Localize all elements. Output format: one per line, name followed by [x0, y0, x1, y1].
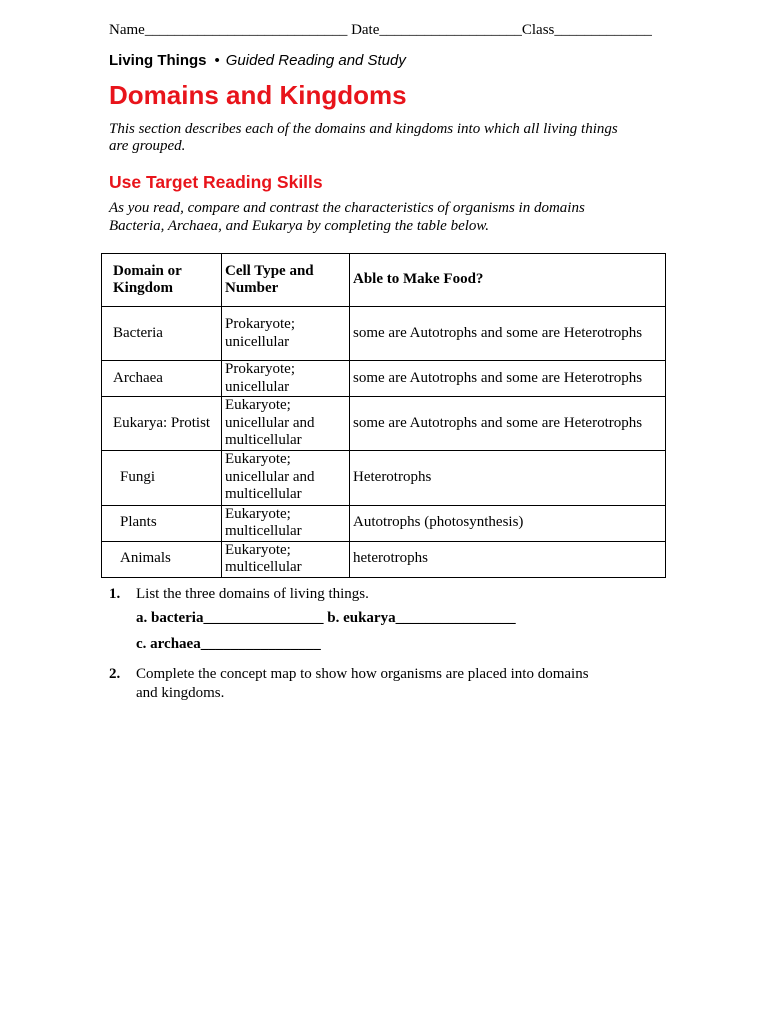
cell-domain: Archaea: [102, 361, 222, 397]
answer-a: a. bacteria________________: [136, 610, 324, 626]
cell-make-food: Autotrophs (photosynthesis): [350, 505, 666, 541]
chapter-line: [109, 52, 406, 69]
question-text: List the three domains of living things.: [136, 586, 369, 602]
answer-c: c. archaea________________: [136, 636, 321, 652]
chapter-subject: Living Things: [109, 52, 207, 69]
cell-cell-type: Prokaryote; unicellular: [222, 307, 350, 361]
table-row: [102, 450, 666, 505]
bullet-separator: •: [214, 52, 220, 69]
section-title: Domains and Kingdoms: [109, 80, 407, 110]
cell-domain: Bacteria: [102, 307, 222, 361]
name-date-class-line: Name___________________________ Date___________________Class_____________: [109, 22, 652, 38]
cell-cell-type: Eukaryote; unicellular and multicellular: [222, 450, 350, 505]
skill-heading: Use Target Reading Skills: [109, 172, 323, 192]
cell-cell-type: Eukaryote; multicellular: [222, 505, 350, 541]
cell-make-food: some are Autotrophs and some are Heterotrophs: [350, 307, 666, 361]
cell-make-food: heterotrophs: [350, 541, 666, 577]
table-row: [102, 505, 666, 541]
answer-b: b. eukarya________________: [327, 610, 516, 626]
cell-cell-type: Prokaryote; unicellular: [222, 361, 350, 397]
guide-label: Guided Reading and Study: [225, 52, 406, 69]
answer-line-c: [136, 636, 321, 653]
instructions-text: As you read, compare and contrast the characteristics of organisms in domains Bacteria, Archaea, and Eukarya by completing the table below.: [109, 200, 585, 234]
table-row: [102, 541, 666, 577]
table-row: [102, 361, 666, 397]
cell-cell-type: Eukaryote; unicellular and multicellular: [222, 397, 350, 451]
cell-domain: Plants: [102, 505, 222, 541]
cell-domain: Animals: [102, 541, 222, 577]
table-header-row: [102, 254, 666, 307]
table-row: [102, 307, 666, 361]
cell-make-food: some are Autotrophs and some are Heterotrophs: [350, 397, 666, 451]
answer-line-ab: [136, 610, 516, 627]
cell-domain: Eukarya: Protist: [102, 397, 222, 451]
question-1: [109, 585, 629, 605]
intro-text: This section describes each of the domains and kingdoms into which all living things are grouped.: [109, 121, 618, 154]
header-domain: Domain or Kingdom: [102, 254, 222, 307]
cell-cell-type: Eukaryote; multicellular: [222, 541, 350, 577]
question-number: 1.: [109, 586, 121, 602]
question-number: 2.: [109, 666, 121, 682]
cell-make-food: some are Autotrophs and some are Heterotrophs: [350, 361, 666, 397]
table-row: [102, 397, 666, 451]
question-2: [109, 665, 629, 705]
cell-make-food: Heterotrophs: [350, 450, 666, 505]
header-make-food: Able to Make Food?: [350, 254, 666, 307]
question-text: Complete the concept map to show how organisms are placed into domains and kingdoms.: [136, 666, 589, 701]
header-cell-type: Cell Type and Number: [222, 254, 350, 307]
domains-table: [101, 253, 666, 578]
cell-domain: Fungi: [102, 450, 222, 505]
